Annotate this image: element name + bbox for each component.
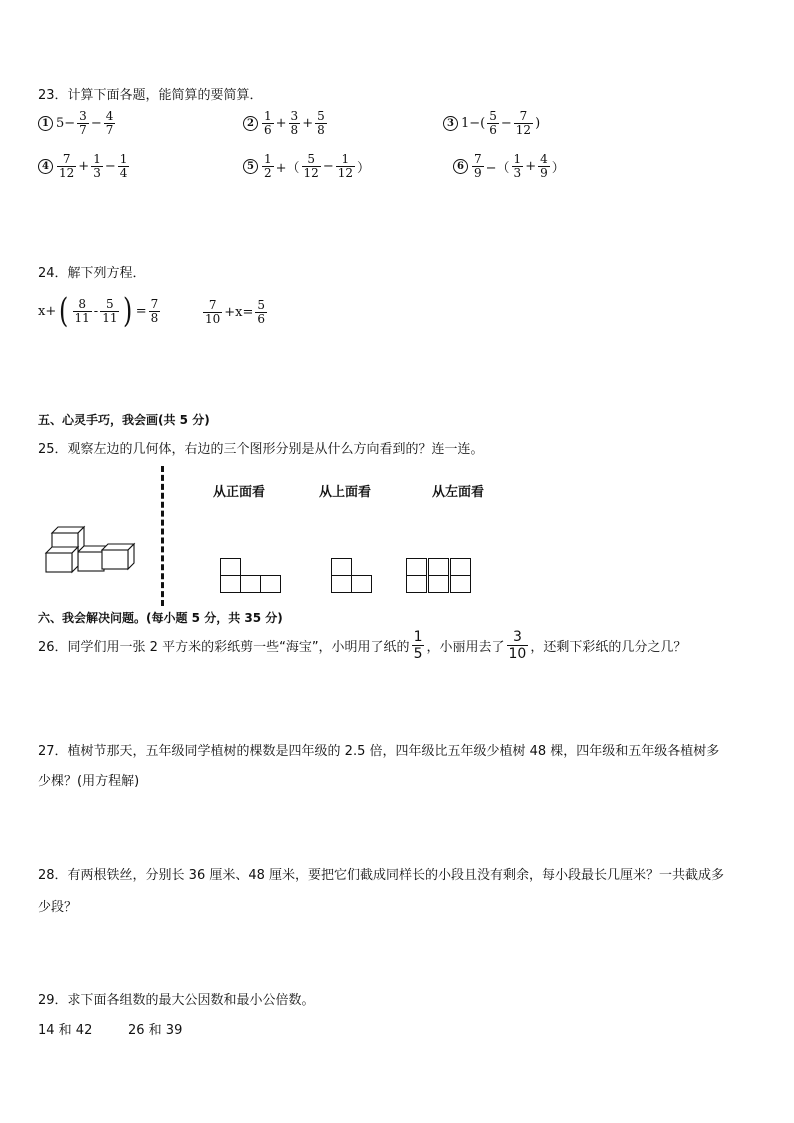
square-cell [450, 558, 471, 576]
fraction: $\frac{1}{6}$ [264, 109, 272, 137]
square-cell [406, 558, 427, 576]
fraction: $\frac{5}{12}$ [303, 152, 319, 180]
q24-title: 24．解下列方程． [38, 266, 146, 281]
fraction: $\frac{4}{9}$ [540, 152, 548, 180]
q23-item-5: 5 $\frac{1}{2}$ +（ $\frac{5}{12}$ − $\frac{1}{12}$ ） [243, 153, 370, 180]
fraction: $\frac{1}{3}$ [513, 152, 522, 180]
fraction: $\frac{1}{2}$ [264, 152, 272, 180]
fraction: $\frac{3}{7}$ [79, 109, 87, 137]
fraction: $\frac{3}{10}$ [508, 629, 527, 662]
square-cell [450, 575, 471, 593]
square-cell [260, 575, 281, 593]
section-5-heading: 五、心灵手巧，我会画(共 5 分) [38, 413, 210, 427]
q23-item-1: 1 5− $\frac{3}{7}$ − $\frac{4}{7}$ [38, 110, 116, 137]
q24-equation-1: x+ ( $\frac{8}{11}$ - $\frac{5}{11}$ ) = $\frac{7}{8}$ [38, 291, 159, 331]
square-cell [428, 575, 449, 593]
item-marker: 2 [243, 116, 258, 131]
fraction: $\frac{1}{5}$ [413, 629, 423, 662]
fraction: $\frac{3}{8}$ [290, 109, 299, 137]
square-cell [220, 558, 241, 576]
square-cell [220, 575, 241, 593]
q27-line-1: 27．植树节那天，五年级同学植树的棵数是四年级的 2.5 倍，四年级比五年级少植树 48 棵，四年级和五年级各植树多 [38, 744, 720, 759]
square-cell [428, 558, 449, 576]
item-marker: 6 [453, 159, 468, 174]
fraction: $\frac{1}{4}$ [119, 152, 128, 180]
section-6-heading: 六、我会解决问题。(每小题 5 分，共 35 分) [38, 611, 283, 625]
item-marker: 4 [38, 159, 53, 174]
label-left-view: 从左面看 [432, 485, 485, 500]
q23-item-6: 6 $\frac{7}{9}$ −（ $\frac{1}{3}$ + $\frac{4}{9}$ ） [453, 153, 565, 180]
cube-solid-figure [38, 515, 143, 583]
item-marker: 5 [243, 159, 258, 174]
fraction: $\frac{5}{8}$ [317, 109, 325, 137]
label-top-view: 从上面看 [319, 485, 372, 500]
q23-title: 23．计算下面各题，能简算的要简算． [38, 88, 263, 103]
q29-title: 29．求下面各组数的最大公因数和最小公倍数。 [38, 993, 315, 1008]
fraction: $\frac{5}{6}$ [257, 298, 266, 326]
square-cell [406, 575, 427, 593]
fraction: $\frac{7}{10}$ [205, 298, 221, 326]
fraction: $\frac{7}{12}$ [515, 109, 532, 137]
fraction: $\frac{7}{8}$ [150, 296, 159, 325]
fraction: $\frac{5}{11}$ [102, 296, 118, 325]
q23-item-3: 3 1−( $\frac{5}{6}$ − $\frac{7}{12}$ ) [443, 110, 540, 137]
fraction: $\frac{7}{12}$ [59, 152, 75, 180]
divider-dashed-line [161, 466, 164, 606]
fraction: $\frac{8}{11}$ [74, 296, 90, 325]
q29-pair-1: 14 和 42 [38, 1023, 93, 1038]
fraction: $\frac{1}{3}$ [93, 152, 101, 180]
q26-text-start: 26．同学们用一张 2 平方米的彩纸剪一些“海宝”，小明用了纸的 [38, 640, 410, 655]
square-cell [331, 575, 352, 593]
square-cell [351, 575, 372, 593]
q28-line-1: 28．有两根铁丝，分别长 36 厘米、48 厘米，要把它们截成同样长的小段且没有剩余，每小段最长几厘米？一共截成多 [38, 868, 725, 883]
item-marker: 3 [443, 116, 458, 131]
q23-item-2: 2 $\frac{1}{6}$ + $\frac{3}{8}$ + $\frac{5}{8}$ [243, 110, 328, 137]
fraction: $\frac{5}{6}$ [489, 109, 497, 137]
whole-number: 5− [56, 116, 76, 131]
q23-item-4: 4 $\frac{7}{12}$ + $\frac{1}{3}$ − $\frac{1}{4}$ [38, 153, 130, 180]
q25-title: 25．观察左边的几何体，右边的三个图形分别是从什么方向看到的？连一连。 [38, 442, 484, 457]
item-marker: 1 [38, 116, 53, 131]
q27-line-2: 少棵？(用方程解) [38, 774, 140, 789]
square-cell [240, 575, 261, 593]
q28-line-2: 少段？ [38, 900, 78, 915]
fraction: $\frac{7}{9}$ [474, 152, 482, 180]
square-cell [331, 558, 352, 576]
q26-text [38, 629, 686, 662]
label-front-view: 从正面看 [213, 485, 266, 500]
fraction: $\frac{1}{12}$ [337, 152, 354, 180]
fraction: $\frac{4}{7}$ [105, 109, 114, 137]
q26-text-mid: ，小丽用去了 [426, 640, 505, 655]
q29-pair-2: 26 和 39 [128, 1023, 183, 1038]
q24-equation-2: $\frac{7}{10}$ +x= $\frac{5}{6}$ [205, 298, 266, 326]
q26-text-end: ，还剩下彩纸的几分之几？ [530, 640, 687, 655]
